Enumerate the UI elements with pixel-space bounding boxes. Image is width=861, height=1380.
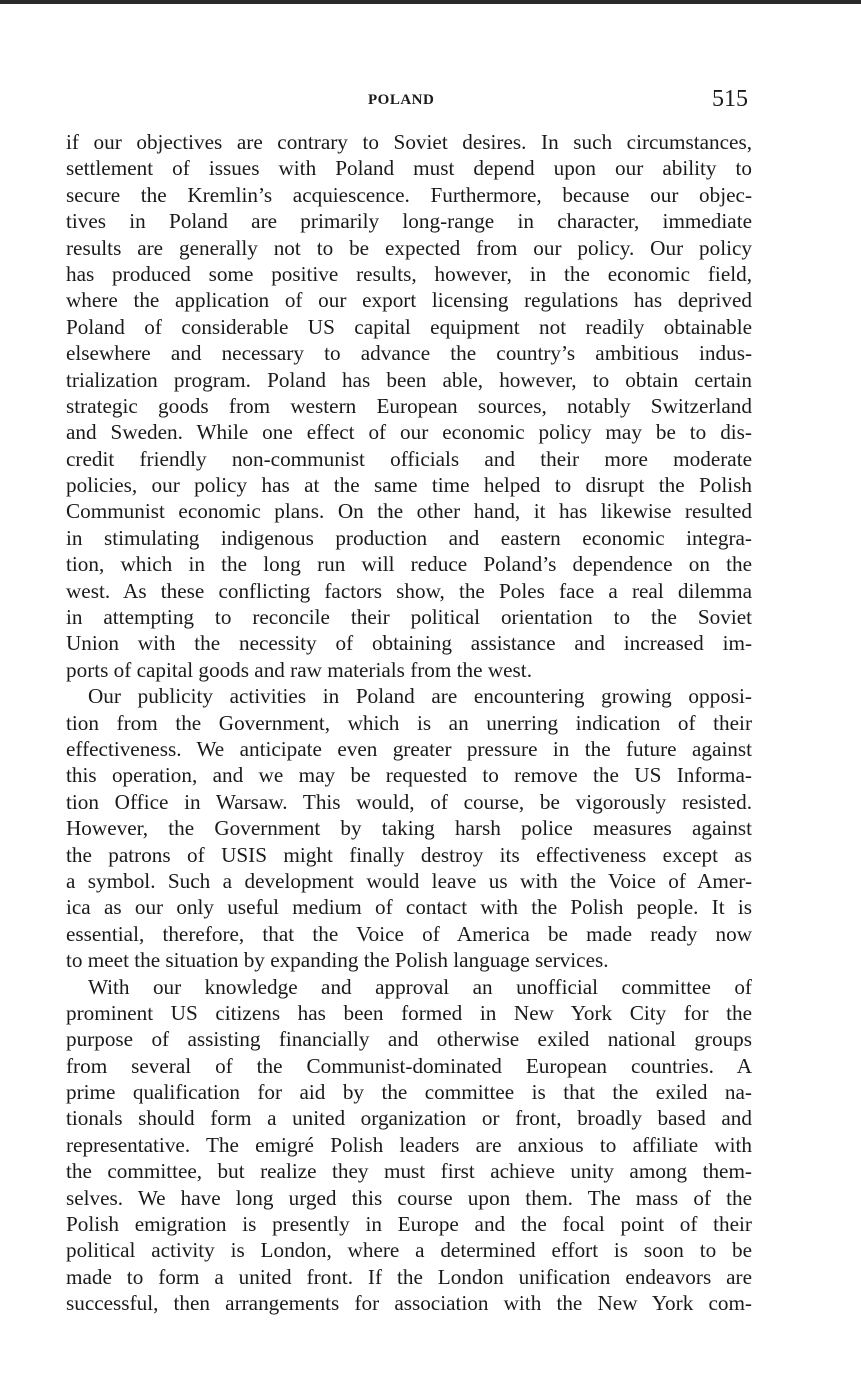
text-line: tives in Poland are primarily long-range in character, immediate: [66, 209, 752, 234]
body-text: [66, 129, 752, 1317]
text-line: With our knowledge and approval an unofficial committee of: [88, 974, 752, 999]
text-line: selves. We have long urged this course upon them. The mass of the: [66, 1185, 752, 1210]
text-line: in attempting to reconcile their political orientation to the Soviet: [66, 605, 752, 630]
text-line: prominent US citizens has been formed in New York City for the: [66, 1000, 752, 1025]
text-line: secure the Kremlin’s acquiescence. Furthermore, because our objec-: [66, 182, 752, 207]
text-line: west. As these conflicting factors show, the Poles face a real dilemma: [66, 578, 752, 603]
text-line: Polish emigration is presently in Europe and the focal point of their: [66, 1212, 752, 1237]
text-line: where the application of our export licensing regulations has deprived: [66, 288, 752, 313]
text-line: ports of capital goods and raw materials from the west.: [66, 657, 532, 682]
page-number: 515: [712, 86, 748, 112]
text-line: strategic goods from western European sources, notably Switzerland: [66, 393, 752, 418]
text-line: settlement of issues with Poland must depend upon our ability to: [66, 156, 752, 181]
text-line: effectiveness. We anticipate even greater pressure in the future against: [66, 736, 752, 761]
text-line: tionals should form a united organization or front, broadly based and: [66, 1106, 752, 1131]
text-line: Union with the necessity of obtaining assistance and increased im-: [66, 631, 752, 656]
text-line: and Sweden. While one effect of our economic policy may be to dis-: [66, 420, 752, 445]
text-line: elsewhere and necessary to advance the country’s ambitious indus-: [66, 341, 752, 366]
text-line: the patrons of USIS might finally destroy its effectiveness except as: [66, 842, 752, 867]
text-line: tion from the Government, which is an unerring indication of their: [66, 710, 752, 735]
text-line: ica as our only useful medium of contact with the Polish people. It is: [66, 895, 752, 920]
text-line: successful, then arrangements for association with the New York com-: [66, 1291, 752, 1316]
text-line: policies, our policy has at the same time helped to disrupt the Polish: [66, 473, 752, 498]
top-border: [0, 0, 861, 4]
text-line: Poland of considerable US capital equipment not readily obtainable: [66, 314, 752, 339]
text-line: political activity is London, where a determined effort is soon to be: [66, 1238, 752, 1263]
text-line: Our publicity activities in Poland are encountering growing opposi-: [88, 684, 752, 709]
text-line: Communist economic plans. On the other hand, it has likewise resulted: [66, 499, 752, 524]
text-line: to meet the situation by expanding the Polish language services.: [66, 948, 609, 973]
text-line: tion Office in Warsaw. This would, of course, be vigorously resisted.: [66, 789, 752, 814]
text-line: if our objectives are contrary to Soviet desires. In such circumstances,: [66, 130, 752, 154]
running-header: [0, 88, 861, 118]
paragraph: [66, 129, 752, 683]
text-line: a symbol. Such a development would leave us with the Voice of Amer-: [66, 868, 752, 893]
text-line: made to form a united front. If the London unification endeavors are: [66, 1264, 752, 1289]
text-line: the committee, but realize they must first achieve unity among them-: [66, 1159, 752, 1184]
paragraph: [66, 974, 752, 1317]
text-line: prime qualification for aid by the committee is that the exiled na-: [66, 1080, 752, 1105]
running-title: POLAND: [368, 92, 435, 108]
paragraph: [66, 683, 752, 973]
text-line: essential, therefore, that the Voice of America be made ready now: [66, 921, 752, 946]
text-line: results are generally not to be expected from our policy. Our policy: [66, 235, 752, 260]
text-line: purpose of assisting financially and otherwise exiled national groups: [66, 1027, 752, 1052]
text-line: representative. The emigré Polish leaders are anxious to affiliate with: [66, 1132, 752, 1157]
text-line: However, the Government by taking harsh police measures against: [66, 816, 752, 841]
text-line: this operation, and we may be requested to remove the US Informa-: [66, 763, 752, 788]
text-line: from several of the Communist-dominated European countries. A: [66, 1053, 752, 1078]
text-line: tion, which in the long run will reduce Poland’s dependence on the: [66, 552, 752, 577]
text-line: trialization program. Poland has been able, however, to obtain certain: [66, 367, 752, 392]
text-line: has produced some positive results, however, in the economic field,: [66, 261, 752, 286]
text-line: credit friendly non-communist officials and their more moderate: [66, 446, 752, 471]
text-line: in stimulating indigenous production and eastern economic integra-: [66, 525, 752, 550]
